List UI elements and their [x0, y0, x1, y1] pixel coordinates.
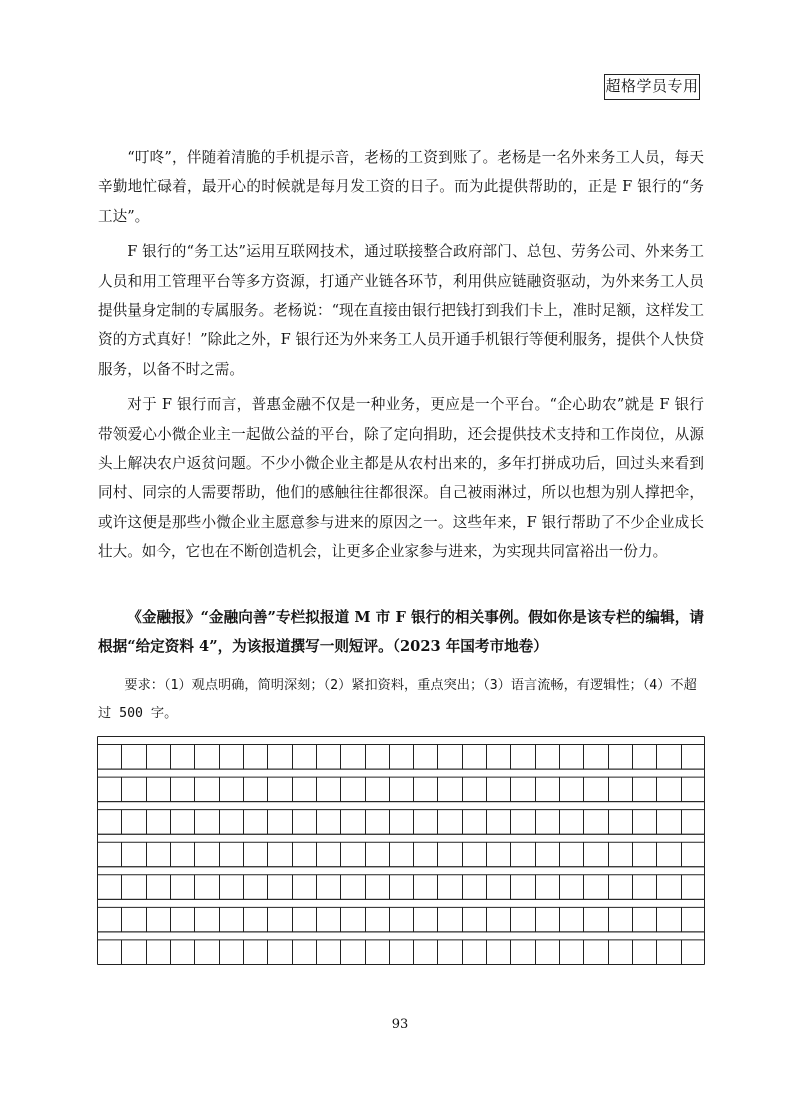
question-requirements: 要求：（1）观点明确，简明深刻；（2）紧扣资料，重点突出；（3）语言流畅，有逻辑性；（4）不超过 500 字。 [98, 678, 697, 721]
answer-grid[interactable] [97, 736, 705, 972]
page-number: 93 [391, 1017, 409, 1032]
paragraph-3: 对于 F 银行而言，普惠金融不仅是一种业务，更应是一个平台。“企心助农”就是 F 银行带领爱心小微企业主一起做公益的平台，除了定向捐助，还会提供技术支持和工作岗位，从源头上解决农户返贫问题。不少小微企业主都是从农村出来的，多年打拼成功后，回过头来看到同村、同宗的人需要帮助，他们的感触往往都很深。自己被雨淋过，所以也想为别人撑把伞，或许这便是那些小微企业主愿意参与进来的原因之一。这些年来，F 银行帮助了不少企业成长壮大。如今，它也在不断创造机会，让更多企业家参与进来，为实现共同富裕出一份力。 [98, 396, 704, 561]
exclusive-badge: 超格学员专用 [604, 74, 700, 100]
material-text [98, 143, 704, 573]
paragraph-1: “叮咚”，伴随着清脆的手机提示音，老杨的工资到账了。老杨是一名外来务工人员，每天辛勤地忙碌着，最开心的时候就是每月发工资的日子。而为此提供帮助的，正是 F 银行的“务工达”。 [98, 149, 704, 225]
paragraph-2: F 银行的“务工达”运用互联网技术，通过联接整合政府部门、总包、劳务公司、外来务工人员和用工管理平台等多方资源，打通产业链各环节，利用供应链融资驱动，为外来务工人员提供量身定制的专属服务。老杨说：“现在直接由银行把钱打到我们卡上，准时足额，这样发工资的方式真好！”除此之外，F 银行还为外来务工人员开通手机银行等便利服务，提供个人快贷服务，以备不时之需。 [98, 243, 704, 378]
question-prompt: 《金融报》“金融向善”专栏拟报道 M 市 F 银行的相关事例。假如你是该专栏的编辑，请根据“给定资料 4”，为该报道撰写一则短评。（2023 年国考市地卷） [98, 609, 704, 656]
answer-grid-drawing[interactable] [97, 736, 705, 972]
